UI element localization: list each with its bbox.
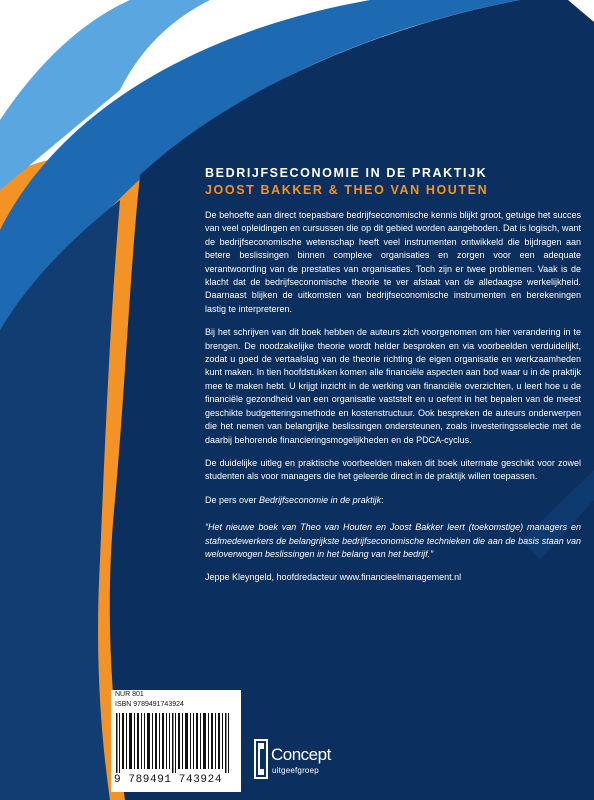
quote-attribution: Jeppe Kleyngeld, hoofdredacteur www.financieelmanagement.nl <box>205 572 462 583</box>
blurb-paragraph-1: De behoefte aan direct toepasbare bedrijfseconomische kennis blijkt groot, getuige het succes van veel opleidingen en cursussen die op dit gebied worden aangeboden. Dat is logisch, want de bedrijfseconomische wetenschap heeft veel instrumenten ontwikkeld die bijdragen aan betere beslissingen binnen complexe organisaties en zorgen voor een adequate verantwoording van de prestaties van organisaties. Toch zijn er twee problemen. Vaak is de klacht dat de bedrijfseconomische theorie te ver afstaat van de alledaagse werkelijkheid. Daarnaast blijken de uitkomsten van bedrijfseconomische instrumenten en berekeningen lastig te interpreteren. <box>205 210 581 314</box>
blurb-paragraph-2: Bij het schrijven van dit boek hebben de auteurs zich voorgenomen om hier verandering in te brengen. De noodzakelijke theorie wordt helder besproken en via voorbeelden verduidelijkt, zodat u goed de vertaalslag van de theorie richting de eigen organisatie en werkzaamheden kunt maken. In tien hoofdstukken komen alle financiële aspecten aan bod waar u in de praktijk mee te maken hebt. U krijgt inzicht in de werking van financiële overzichten, u leert hoe u de financiële gezondheid van een organisatie vaststelt en u oefent in het bepalen van de meest geschikte budgetteringsmethode en kostenstructuur. Ook bespreken de auteurs onderwerpen die het nemen van belangrijke beslissingen ondersteunen, zoals investeringsselectie met de daarbij behorende financieringsmogelijkheden en de PDCA-cyclus. <box>205 327 581 445</box>
nur-code: NUR 801 <box>115 691 144 698</box>
publisher-subtitle: uitgeefgroep <box>272 766 319 775</box>
back-cover-text <box>205 209 581 595</box>
book-authors: JOOST BAKKER & THEO VAN HOUTEN <box>205 183 489 197</box>
press-quote: “Het nieuwe boek van Theo van Houten en Joost Bakker leert (toekomstige) managers en stafmedewerkers de belangrijkste bedrijfseconomische technieken die aan de basis staan van weloverwogen beslissingen in het belang van het bedrijf.” <box>205 522 581 559</box>
press-colon: : <box>381 494 384 505</box>
barcode-digits: 9 789491 743924 <box>114 774 223 786</box>
publisher-logo <box>254 739 334 781</box>
press-book-title: Bedrijfseconomie in de praktijk <box>259 494 382 505</box>
publisher-name: Concept <box>271 745 331 764</box>
press-heading <box>205 494 581 507</box>
press-intro: De pers over <box>205 494 257 505</box>
blurb-paragraph-3: De duidelijke uitleg en praktische voorbeelden maken dit boek uitermate geschikt voor zowel studenten als voor managers die het geleerde direct in de praktijk willen toepassen. <box>205 457 581 482</box>
publisher-c-icon <box>254 739 268 779</box>
barcode-icon <box>116 713 236 773</box>
book-title: BEDRIJFSECONOMIE IN DE PRAKTIJK <box>205 166 488 180</box>
isbn-label: ISBN 9789491743924 <box>115 701 184 708</box>
